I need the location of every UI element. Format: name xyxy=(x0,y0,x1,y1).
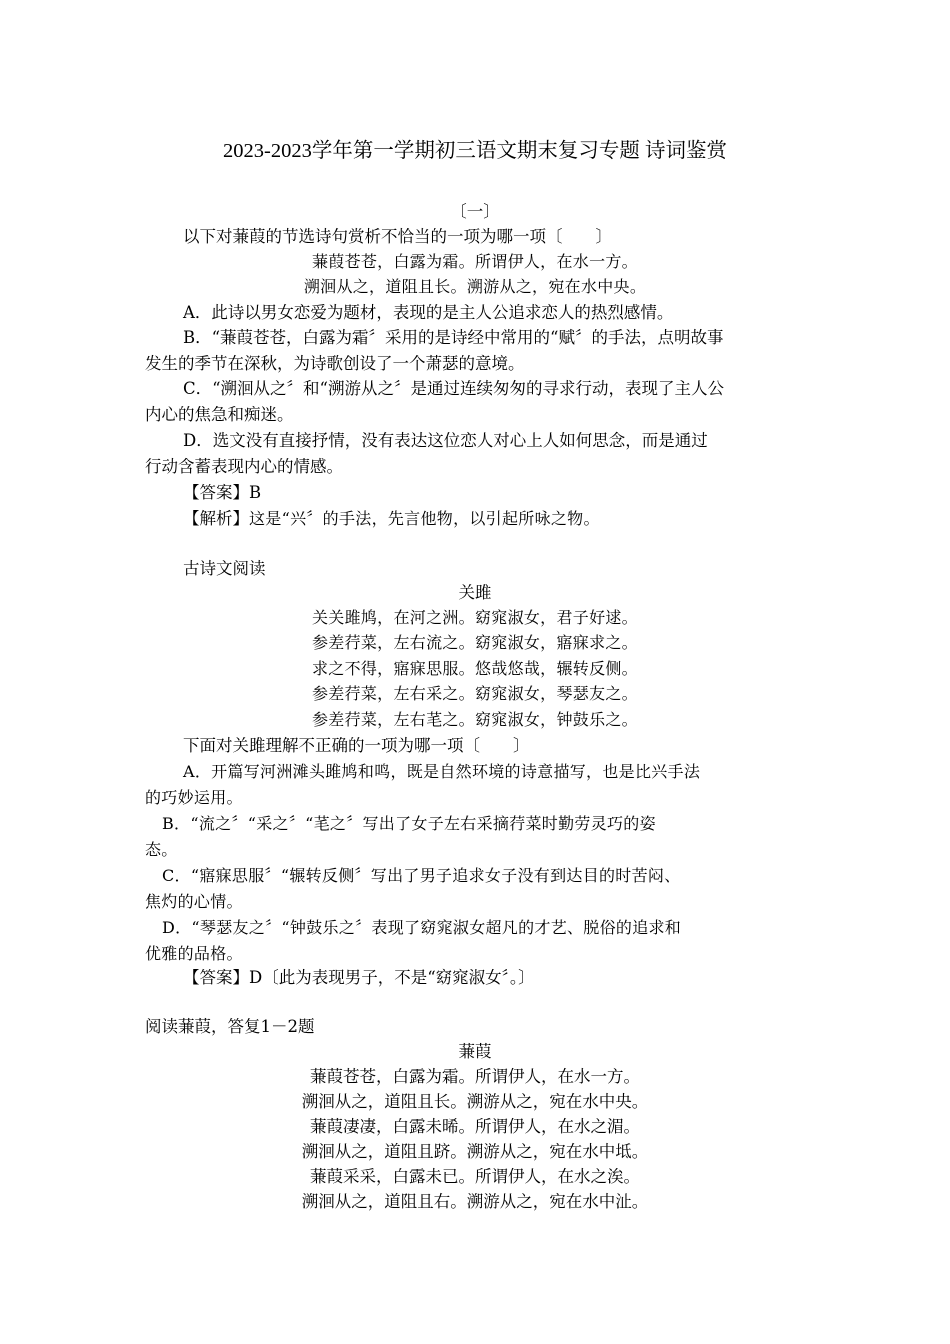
question-text: 下面对关雎理解不正确的一项为哪一项〔 〕 xyxy=(183,736,530,755)
option-c: C．“寤寐思服〞“辗转反侧〞写出了男子追求女子没有到达目的时苦闷、 xyxy=(162,866,681,885)
poem-line: 关关雎鸠，在河之洲。窈窕淑女，君子好逑。 xyxy=(311,608,638,627)
option-d: D．选文没有直接抒情，没有表达这位恋人对心上人如何思念，而是通过 xyxy=(183,431,708,450)
option-a-cont: 的巧妙运用。 xyxy=(145,788,243,807)
poem-title: 蒹葭 xyxy=(458,1042,492,1061)
analysis-label: 【解析】 xyxy=(183,509,249,528)
option-d: D．“琴瑟友之〞“钟鼓乐之〞表现了窈窕淑女超凡的才艺、脱俗的追求和 xyxy=(162,918,682,937)
poem-line: 参差荇菜，左右流之。窈窕淑女，寤寐求之。 xyxy=(311,633,638,652)
poem-line: 溯洄从之，道阻且长。溯游从之，宛在水中央。 xyxy=(303,277,647,296)
option-a: A．此诗以男女恋爱为题材，表现的是主人公追求恋人的热烈感情。 xyxy=(183,303,674,322)
poem-line: 溯洄从之，道阻且右。溯游从之，宛在水中沚。 xyxy=(301,1192,649,1211)
answer-text: 【答案】B xyxy=(183,483,262,502)
poem-line: 蒹葭苍苍，白露为霜。所谓伊人，在水一方。 xyxy=(311,252,638,271)
option-c-cont: 内心的焦急和痴迷。 xyxy=(145,405,294,424)
section-heading: 阅读蒹葭，答复1－2题 xyxy=(145,1017,315,1036)
option-a: A．开篇写河洲滩头雎鸠和鸣，既是自然环境的诗意描写，也是比兴手法 xyxy=(183,762,701,781)
option-c: C．“溯洄从之〞和“溯游从之〞是通过连续匆匆的寻求行动，表现了主人公 xyxy=(183,379,724,398)
poem-title: 关雎 xyxy=(458,583,492,602)
option-d-cont: 行动含蓄表现内心的情感。 xyxy=(145,457,343,476)
option-d-cont: 优雅的品格。 xyxy=(145,944,243,963)
poem-line: 蒹葭苍苍，白露为霜。所谓伊人，在水一方。 xyxy=(310,1067,640,1086)
option-b: B．“蒹葭苍苍，白露为霜〞采用的是诗经中常用的“赋〞的手法，点明故事 xyxy=(183,328,724,347)
poem-line: 溯洄从之，道阻且跻。溯游从之，宛在水中坻。 xyxy=(301,1142,649,1161)
option-b-cont: 态。 xyxy=(145,840,178,859)
poem-line: 蒹葭凄凄，白露未晞。所谓伊人，在水之湄。 xyxy=(310,1117,640,1136)
poem-line: 参差荇菜，左右芼之。窈窕淑女，钟鼓乐之。 xyxy=(311,710,638,729)
option-c-cont: 焦灼的心情。 xyxy=(145,892,243,911)
page-title: 2023-2023学年第一学期初三语文期末复习专题 诗词鉴赏 xyxy=(223,140,727,162)
option-b-cont: 发生的季节在深秋，为诗歌创设了一个萧瑟的意境。 xyxy=(145,354,525,373)
analysis-text xyxy=(183,506,600,532)
poem-line: 求之不得，寤寐思服。悠哉悠哉，辗转反侧。 xyxy=(311,659,638,678)
answer-text: 【答案】D〔此为表现男子，不是“窈窕淑女〞。〕 xyxy=(183,968,535,987)
poem-line: 溯洄从之，道阻且长。溯游从之，宛在水中央。 xyxy=(301,1092,649,1111)
section-heading: 古诗文阅读 xyxy=(183,559,266,578)
poem-line: 蒹葭采采，白露未已。所谓伊人，在水之涘。 xyxy=(310,1167,640,1186)
section-label: 〔一〕 xyxy=(450,202,500,221)
option-b: B．“流之〞“采之〞“芼之〞写出了女子左右采摘荇菜时勤劳灵巧的姿 xyxy=(162,814,656,833)
analysis-body: 这是“兴〞的手法，先言他物，以引起所咏之物。 xyxy=(249,509,600,528)
question-text: 以下对蒹葭的节选诗句赏析不恰当的一项为哪一项〔 〕 xyxy=(183,227,612,246)
poem-line: 参差荇菜，左右采之。窈窕淑女，琴瑟友之。 xyxy=(311,684,638,703)
